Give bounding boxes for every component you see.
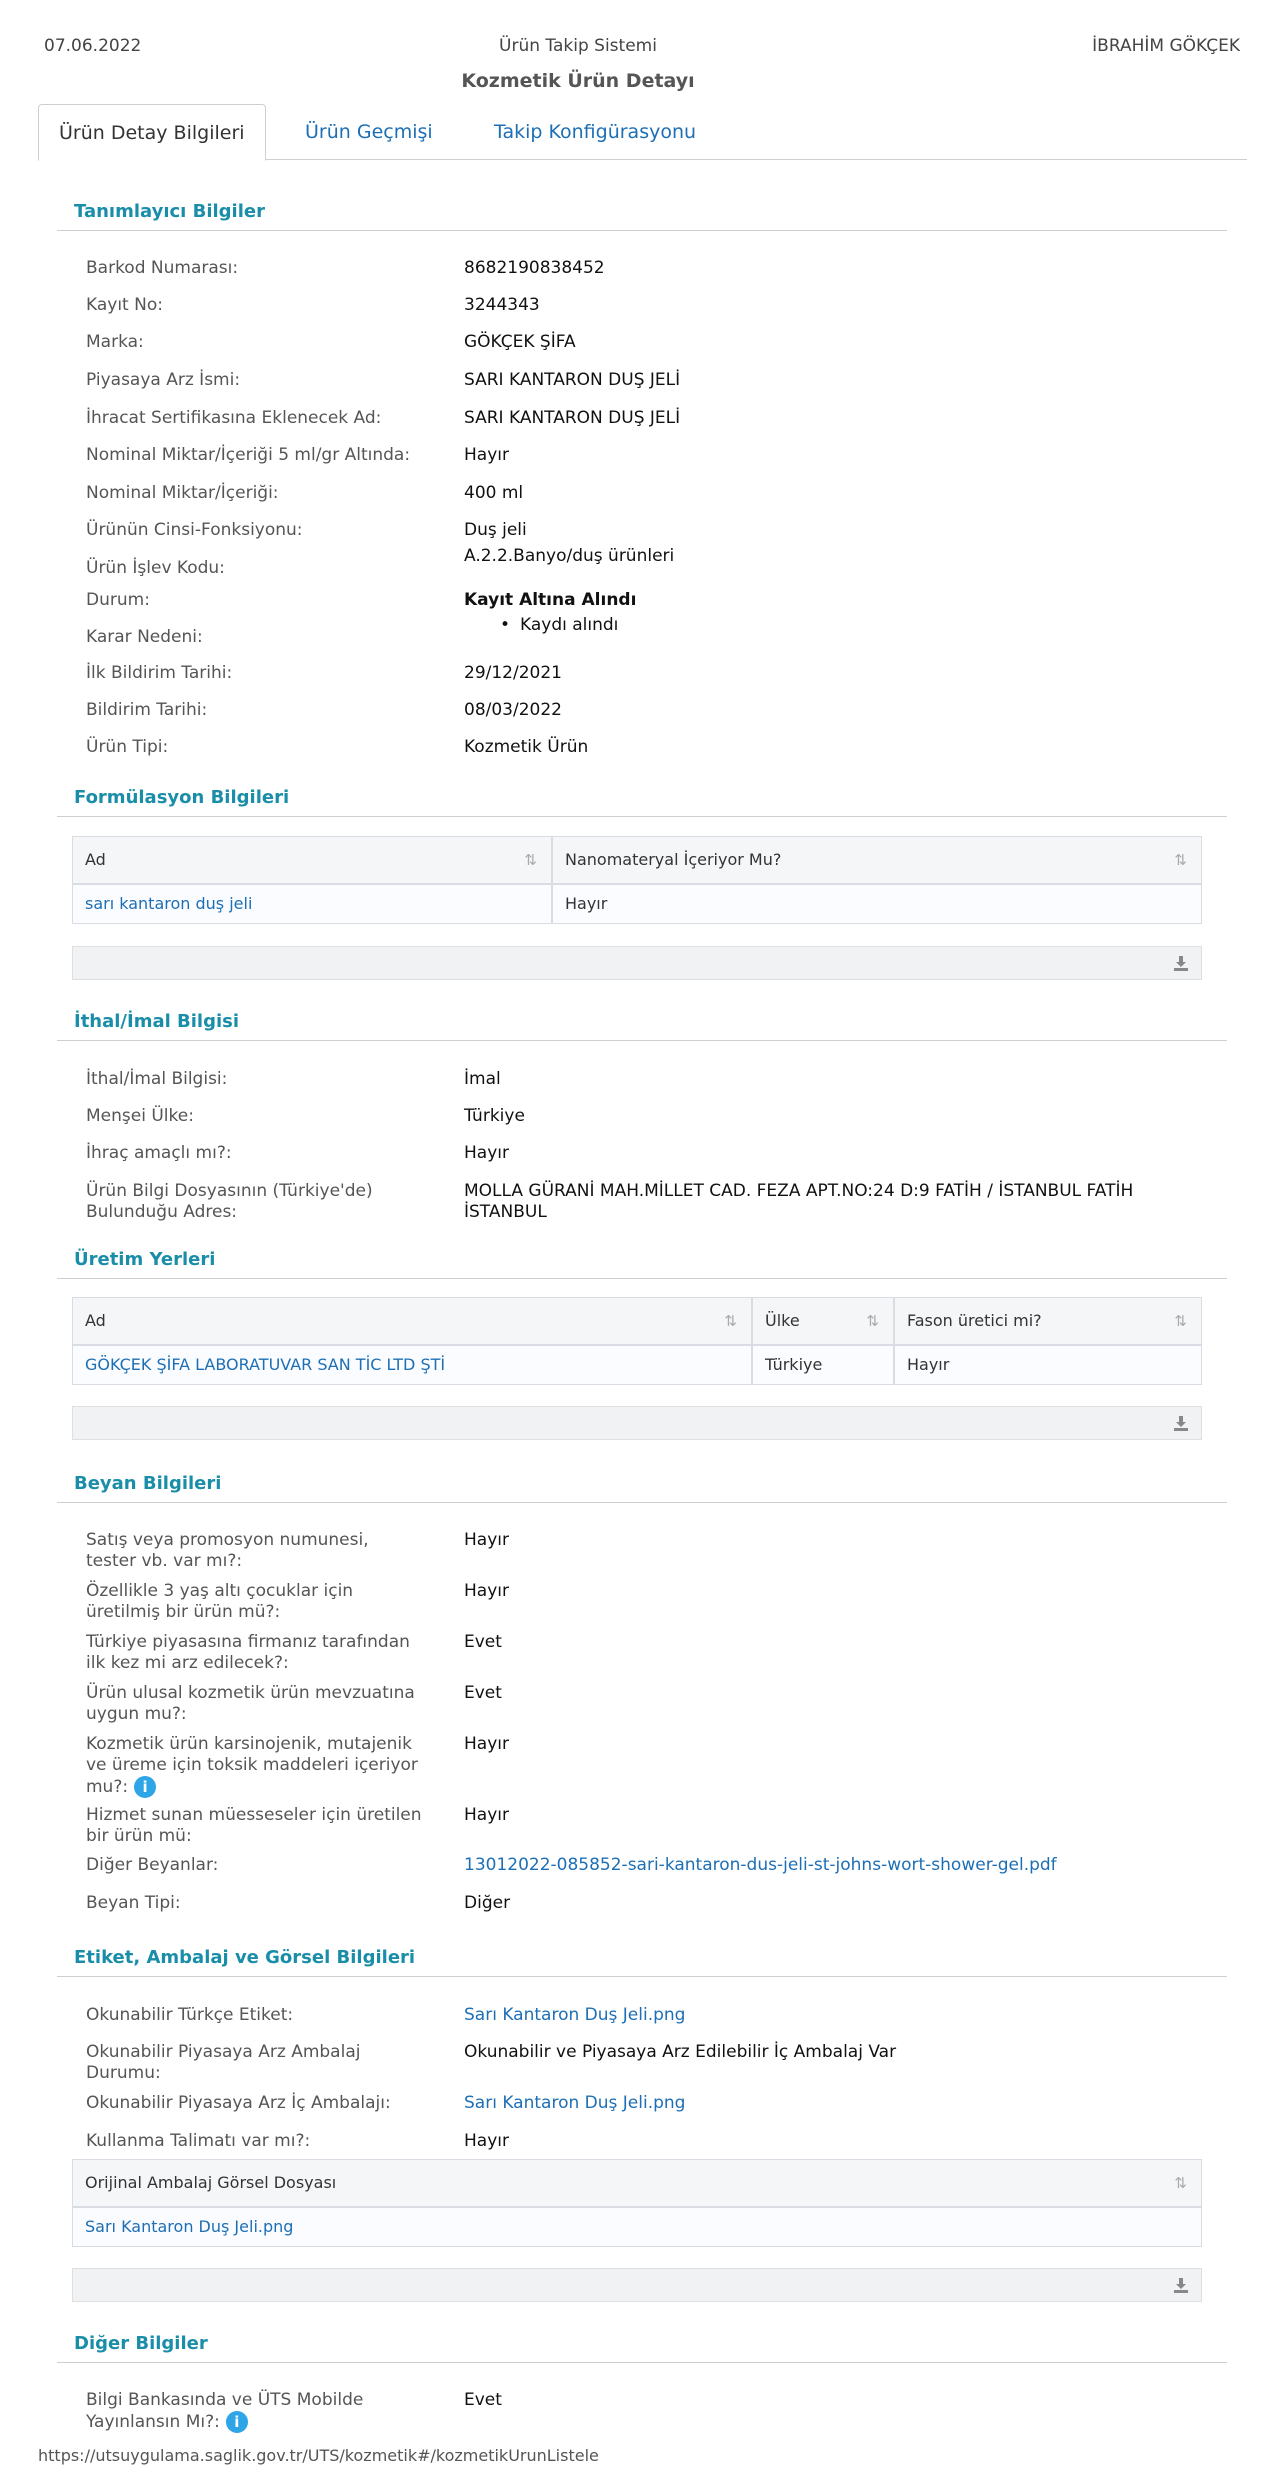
section-title-declaration: Beyan Bilgileri: [74, 1473, 222, 1494]
field-label: Satış veya promosyon numunesi, tester vb. var mı?:: [86, 1530, 369, 1571]
field-label: İhracat Sertifikasına Eklenecek Ad:: [86, 408, 382, 428]
field-value: Hayır: [464, 1143, 509, 1163]
field-value: A.2.2.Banyo/duş ürünleri: [464, 546, 675, 566]
field-value: GÖKÇEK ŞİFA: [464, 332, 576, 352]
tab-tracking-config[interactable]: Takip Konfigürasyonu: [494, 121, 697, 143]
formulation-link[interactable]: sarı kantaron duş jeli: [85, 894, 253, 913]
field-label: İthal/İmal Bilgisi:: [86, 1069, 228, 1089]
sort-icon[interactable]: ⇅: [866, 1312, 879, 1330]
section-divider: [57, 2362, 1227, 2363]
section-title-import: İthal/İmal Bilgisi: [74, 1011, 240, 1032]
field-label: Ürün Tipi:: [86, 737, 169, 757]
field-value: Diğer: [464, 1893, 511, 1913]
status-url: https://utsuygulama.saglik.gov.tr/UTS/kozmetik#/kozmetikUrunListele: [38, 2446, 599, 2465]
status-value: Kayıt Altına Alındı: [464, 590, 637, 610]
table-cell[interactable]: [72, 2207, 1202, 2247]
download-icon[interactable]: [1171, 1413, 1191, 1433]
section-divider: [57, 1040, 1227, 1041]
field-value: Türkiye: [464, 1106, 525, 1126]
download-icon[interactable]: [1171, 2275, 1191, 2295]
field-label: Kayıt No:: [86, 295, 163, 315]
field-value: SARI KANTARON DUŞ JELİ: [464, 408, 681, 428]
table-cell: Hayır: [894, 1345, 1202, 1385]
user-name: İBRAHİM GÖKÇEK: [1092, 36, 1240, 56]
field-value: Okunabilir ve Piyasaya Arz Edilebilir İç Ambalaj Var: [464, 2042, 897, 2062]
table-footer: [72, 1406, 1202, 1440]
field-label: İhraç amaçlı mı?:: [86, 1143, 232, 1163]
field-label: Bilgi Bankasında ve ÜTS Mobilde Yayınlansın Mı?: i: [86, 2390, 364, 2432]
field-value: [464, 2005, 1224, 2026]
field-value: Evet: [464, 1683, 502, 1703]
top-bar: [0, 36, 1276, 62]
field-label: Barkod Numarası:: [86, 258, 239, 278]
sort-icon[interactable]: ⇅: [1174, 851, 1187, 869]
field-label: İlk Bildirim Tarihi:: [86, 663, 233, 683]
info-icon[interactable]: i: [226, 2411, 248, 2433]
field-label: Ürün Bilgi Dosyasının (Türkiye'de) Bulunduğu Adres:: [86, 1181, 373, 1222]
field-value: SARI KANTARON DUŞ JELİ: [464, 370, 681, 390]
field-value: 400 ml: [464, 483, 524, 503]
section-divider: [57, 1502, 1227, 1503]
field-value: Hayır: [464, 1530, 509, 1550]
package-image-link[interactable]: Sarı Kantaron Duş Jeli.png: [85, 2217, 294, 2236]
field-label: Bildirim Tarihi:: [86, 700, 208, 720]
field-label: Hizmet sunan müesseseler için üretilen bir ürün mü:: [86, 1805, 422, 1846]
tab-bar: [38, 104, 1247, 160]
field-label: Karar Nedeni:: [86, 627, 203, 647]
field-value: İmal: [464, 1069, 501, 1089]
page-title: Kozmetik Ürün Detayı: [461, 70, 695, 92]
column-header-name[interactable]: Ad ⇅: [72, 836, 552, 884]
field-label: Beyan Tipi:: [86, 1893, 181, 1913]
section-title-production: Üretim Yerleri: [74, 1249, 216, 1270]
field-label: Özellikle 3 yaş altı çocuklar için üretilmiş bir ürün mü?:: [86, 1581, 354, 1622]
field-value: Hayır: [464, 1805, 509, 1825]
section-title-other: Diğer Bilgiler: [74, 2333, 208, 2354]
field-value: 08/03/2022: [464, 700, 562, 720]
field-label: Menşei Ülke:: [86, 1106, 194, 1126]
declaration-file-link[interactable]: 13012022-085852-sari-kantaron-dus-jeli-st-johns-wort-shower-gel.pdf: [464, 1855, 1057, 1875]
column-header-country[interactable]: Ülke ⇅: [752, 1297, 894, 1345]
column-header-package-image[interactable]: Orijinal Ambalaj Görsel Dosyası ⇅: [72, 2159, 1202, 2207]
field-label: Okunabilir Türkçe Etiket:: [86, 2005, 294, 2025]
field-value: 8682190838452: [464, 258, 605, 278]
field-label: Türkiye piyasasına firmanız tarafından ilk kez mi arz edilecek?:: [86, 1632, 410, 1673]
field-label: Kullanma Talimatı var mı?:: [86, 2131, 311, 2151]
turkish-label-file-link[interactable]: Sarı Kantaron Duş Jeli.png: [464, 2005, 686, 2025]
field-value: Evet: [464, 1632, 502, 1652]
table-footer: [72, 946, 1202, 980]
field-value: Hayır: [464, 1734, 509, 1754]
field-label: Piyasaya Arz İsmi:: [86, 370, 241, 390]
table-cell[interactable]: [72, 884, 552, 924]
field-value: [464, 2093, 1224, 2114]
sort-icon[interactable]: ⇅: [524, 851, 537, 869]
field-label: Durum:: [86, 590, 150, 610]
field-value: 29/12/2021: [464, 663, 562, 683]
column-header-contract-manufacturer[interactable]: Fason üretici mi? ⇅: [894, 1297, 1202, 1345]
system-name: Ürün Takip Sistemi: [499, 36, 657, 56]
field-label: Okunabilir Piyasaya Arz İç Ambalajı:: [86, 2093, 391, 2113]
table-cell: Türkiye: [752, 1345, 894, 1385]
download-icon[interactable]: [1171, 953, 1191, 973]
column-header-name[interactable]: Ad ⇅: [72, 1297, 752, 1345]
info-icon[interactable]: i: [134, 1776, 156, 1798]
field-value: Kozmetik Ürün: [464, 737, 589, 757]
section-divider: [57, 1976, 1227, 1977]
field-value: Duş jeli: [464, 520, 527, 540]
field-value: Hayır: [464, 2131, 509, 2151]
current-date: 07.06.2022: [44, 36, 142, 56]
section-divider: [57, 1278, 1227, 1279]
field-value: [464, 1855, 1224, 1876]
section-divider: [57, 230, 1227, 231]
field-label: Kozmetik ürün karsinojenik, mutajenik ve üreme için toksik maddeleri içeriyor mu?: i: [86, 1734, 418, 1797]
section-title-label: Etiket, Ambalaj ve Görsel Bilgileri: [74, 1947, 416, 1968]
section-title-identifier: Tanımlayıcı Bilgiler: [74, 201, 265, 222]
field-label: Nominal Miktar/İçeriği:: [86, 483, 279, 503]
field-label: Marka:: [86, 332, 144, 352]
section-title-formulation: Formülasyon Bilgileri: [74, 787, 290, 808]
sort-icon[interactable]: ⇅: [724, 1312, 737, 1330]
section-divider: [57, 816, 1227, 817]
sort-icon[interactable]: ⇅: [1174, 2174, 1187, 2192]
decision-reason-item: • Kaydı alındı: [520, 615, 618, 635]
column-header-nanomaterial[interactable]: Nanomateryal İçeriyor Mu? ⇅: [552, 836, 1202, 884]
field-label: Okunabilir Piyasaya Arz Ambalaj Durumu:: [86, 2042, 361, 2083]
tab-product-history[interactable]: Ürün Geçmişi: [305, 121, 433, 143]
field-label: Nominal Miktar/İçeriği 5 ml/gr Altında:: [86, 445, 411, 465]
sort-icon[interactable]: ⇅: [1174, 1312, 1187, 1330]
field-label: Ürün ulusal kozmetik ürün mevzuatına uygun mu?:: [86, 1683, 415, 1724]
field-value: Hayır: [464, 445, 509, 465]
table-cell: Hayır: [552, 884, 1202, 924]
field-label: Ürün İşlev Kodu:: [86, 558, 225, 578]
table-cell[interactable]: [72, 1345, 752, 1385]
field-value: Evet: [464, 2390, 502, 2410]
production-site-link[interactable]: GÖKÇEK ŞİFA LABORATUVAR SAN TİC LTD ŞTİ: [85, 1355, 446, 1374]
field-value: Hayır: [464, 1581, 509, 1601]
table-footer: [72, 2268, 1202, 2302]
inner-package-file-link[interactable]: Sarı Kantaron Duş Jeli.png: [464, 2093, 686, 2113]
field-value: 3244343: [464, 295, 540, 315]
field-value: MOLLA GÜRANİ MAH.MİLLET CAD. FEZA APT.NO:24 D:9 FATİH / İSTANBUL FATİH İSTANBUL: [464, 1181, 1134, 1222]
field-label: Diğer Beyanlar:: [86, 1855, 219, 1875]
field-label: Ürünün Cinsi-Fonksiyonu:: [86, 520, 303, 540]
tab-product-details[interactable]: Ürün Detay Bilgileri: [38, 104, 266, 161]
